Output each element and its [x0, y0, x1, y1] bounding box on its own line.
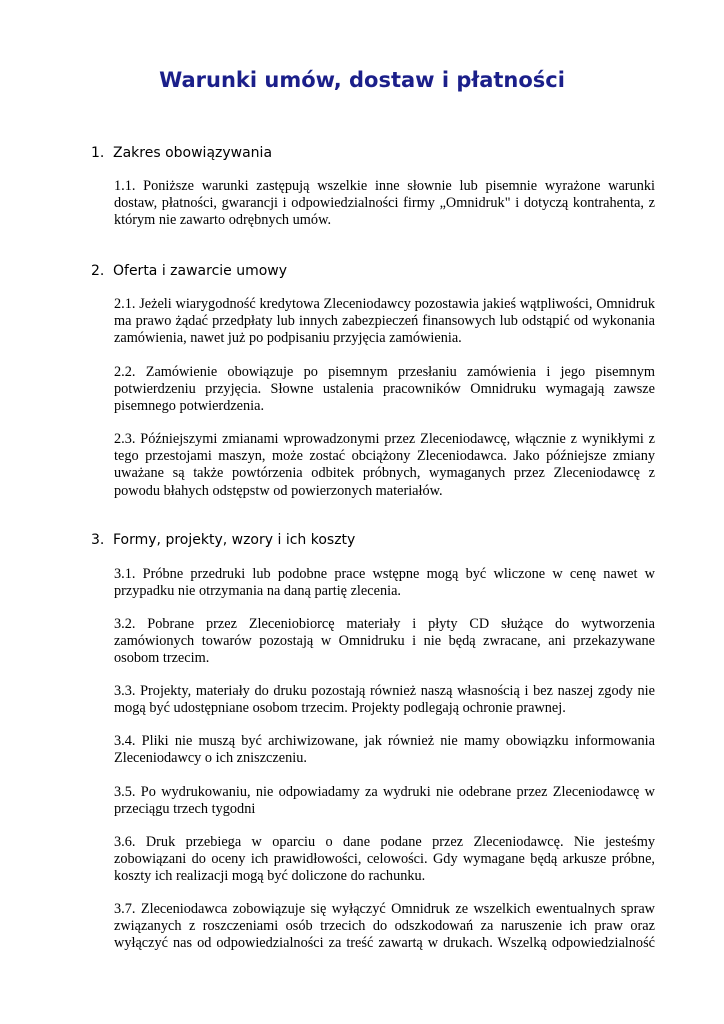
section-heading — [91, 145, 272, 161]
paragraph-2-1: 2.1. Jeżeli wiarygodność kredytowa Zleceniodawcy pozostawia jakieś wątpliwości, Omnidruk ma prawo żądać przedpłaty lub innych zabezpieczeń finansowych lub odstąpić od wykonania zamówienia, nawet już po podpisaniu przyjęcia zamówienia. — [114, 296, 655, 347]
paragraph-3-7: 3.7. Zleceniodawca zobowiązuje się wyłączyć Omnidruk ze wszelkich ewentualnych spraw związanych z roszczeniami osób trzecich do odszkodowań za naruszenie ich praw oraz wyłączyć nas od odpowiedzialności za treść zawartą w drukach. Wszelką odpowiedzialność — [114, 901, 655, 952]
section-number: 1. — [91, 145, 105, 161]
paragraph-3-6: 3.6. Druk przebiega w oparciu o dane podane przez Zleceniodawcę. Nie jesteśmy zobowiązani do oceny ich prawidłowości, celowości. Gdy wymagane będą arkusze próbne, koszty ich realizacji mogą być doliczone do rachunku. — [114, 834, 655, 885]
section-number: 2. — [91, 263, 105, 279]
paragraph-3-2: 3.2. Pobrane przez Zleceniobiorcę materiały i płyty CD służące do wytworzenia zamówionych towarów pozostają w Omnidruku i nie będą zwracane, ani przekazywane osobom trzecim. — [114, 616, 655, 667]
paragraph-3-5: 3.5. Po wydrukowaniu, nie odpowiadamy za wydruki nie odebrane przez Zleceniodawcę w przeciągu trzech tygodni — [114, 784, 655, 818]
section-number: 3. — [91, 532, 105, 548]
section-title: Formy, projekty, wzory i ich koszty — [113, 532, 356, 548]
paragraph-3-4: 3.4. Pliki nie muszą być archiwizowane, jak również nie mamy obowiązku informowania Zleceniodawcy o ich zniszczeniu. — [114, 733, 655, 767]
paragraph-2-3: 2.3. Późniejszymi zmianami wprowadzonymi przez Zleceniodawcę, włącznie z wynikłymi z tego przestojami maszyn, może zostać obciążony Zleceniodawca. Jako późniejsze zmiany uważane są także powtórzenia odbitek próbnych, wymaganych przez Zleceniodawcę z powodu błahych odstępstw od powierzonych materiałów. — [114, 431, 655, 499]
section-title: Zakres obowiązywania — [113, 145, 273, 161]
paragraph-1-1: 1.1. Poniższe warunki zastępują wszelkie inne słownie lub pisemnie wyrażone warunki dostaw, płatności, gwarancji i odpowiedzialności firmy „Omnidruk" i dotyczą kontrahenta, z którym nie zawarto odrębnych umów. — [114, 178, 655, 229]
section-heading — [91, 263, 287, 279]
section-heading — [91, 532, 355, 548]
paragraph-3-1: 3.1. Próbne przedruki lub podobne prace wstępne mogą być wliczone w cenę nawet w przypadku nie otrzymania na daną partię zlecenia. — [114, 566, 655, 600]
paragraph-3-3: 3.3. Projekty, materiały do druku pozostają również naszą własnością i bez naszej zgody nie mogą być udostępniane osobom trzecim. Projekty podlegają ochronie prawnej. — [114, 683, 655, 717]
page-title: Warunki umów, dostaw i płatności — [159, 68, 565, 92]
paragraph-2-2: 2.2. Zamówienie obowiązuje po pisemnym przesłaniu zamówienia i jego pisemnym potwierdzeniu przyjęcia. Słowne ustalenia pracowników Omnidruku wymagają zawsze pisemnego potwierdzenia. — [114, 364, 655, 415]
section-title: Oferta i zawarcie umowy — [113, 263, 288, 279]
